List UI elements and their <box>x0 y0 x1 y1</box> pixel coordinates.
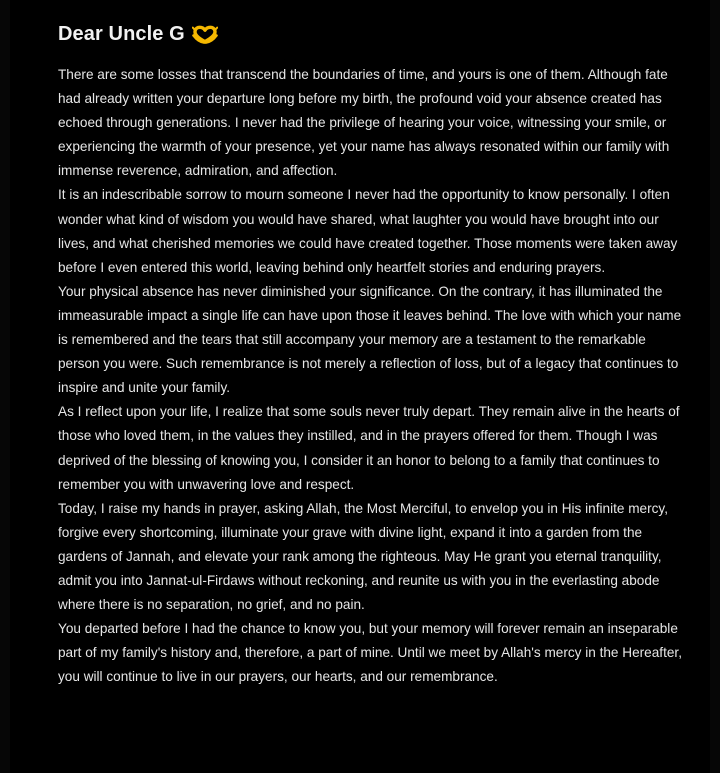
post-title: Dear Uncle G <box>58 22 185 45</box>
paragraph: Today, I raise my hands in prayer, asking Allah, the Most Merciful, to envelop you in His infinite mercy, forgive every shortcoming, illuminate your grave with divine light, expand it into a garden from the gardens of Jannah, and elevate your rank among the righteous. May He grant you eternal tranquility, admit you into Jannat-ul-Firdaws without reckoning, and reunite us with you in the everlasting abode where there is no separation, no grief, and no pain. <box>58 500 668 613</box>
paragraph: As I reflect upon your life, I realize that some souls never truly depart. They remain alive in the hearts of those who loved them, in the values they instilled, and in the prayers offered for them. Though I was deprived of the blessing of knowing you, I consider it an honor to belong to a family that continues to remember you with unwavering love and respect. <box>58 404 680 492</box>
paragraph: It is an indescribable sorrow to mourn someone I never had the opportunity to know personally. I often wonder what kind of wisdom you would have shared, what laughter you would have brought into our lives, and what cherished memories we could have created together. Those moments were taken away before I even entered this world, leaving behind only heartfelt stories and enduring prayers. <box>58 187 678 275</box>
paragraph: Your physical absence has never diminished your significance. On the contrary, it has illuminated the immeasurable impact a single life can have upon those it leaves behind. The love with which your name is remembered and the tears that still accompany your memory are a testament to the remarkable person you were. Such remembrance is not merely a reflection of loss, but of a legacy that continues to inspire and unite your family. <box>58 283 682 396</box>
paragraph: There are some losses that transcend the boundaries of time, and yours is one of them. Although fate had already written your departure long before my birth, the profound void your absence created has echoed through generations. I never had the privilege of hearing your voice, witnessing your smile, or experiencing the warmth of your presence, yet your name has always resonated within our family with immense reverence, admiration, and affection. <box>58 67 670 179</box>
post-header <box>58 14 688 54</box>
post <box>58 14 688 689</box>
paragraph: You departed before I had the chance to know you, but your memory will forever remain an inseparable part of my family's history and, therefore, a part of mine. Until we meet by Allah's mercy in the Hereafter, you will continue to live in our prayers, our hearts, and our remembrance. <box>58 621 682 685</box>
screenshot-frame <box>10 0 710 773</box>
post-body <box>58 63 688 689</box>
heart-hands-icon <box>192 24 218 44</box>
